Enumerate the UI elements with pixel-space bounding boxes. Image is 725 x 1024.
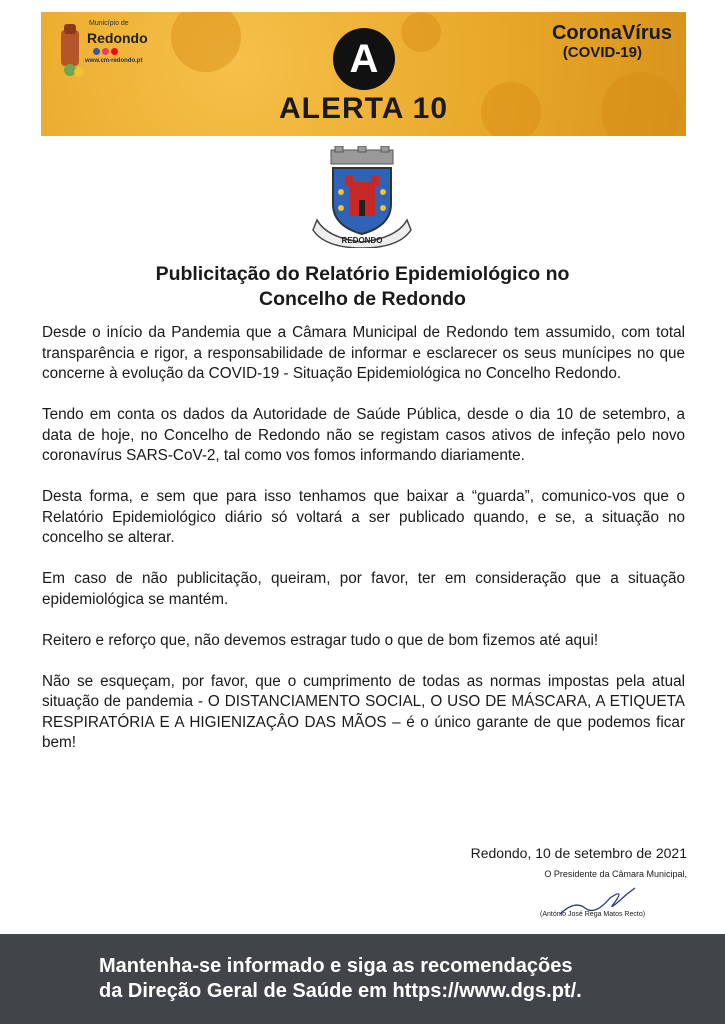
document-title <box>60 262 665 312</box>
document-title-line-1: Publicitação do Relatório Epidemiológico no <box>155 263 570 285</box>
redondo-coat-of-arms-icon <box>307 146 417 248</box>
corona-title: CoronaVírus <box>551 22 672 44</box>
municipality-url: www.cm-redondo.pt <box>85 58 143 64</box>
municipality-prefix: Município de <box>89 20 129 27</box>
alert-letter-badge: A <box>333 28 395 90</box>
paragraph: Desta forma, e sem que para isso tenhamos que baixar a “guarda”, comunico-vos que o Relatório Epidemiológico diário só voltará a ser publicado quando, e se, a situação no concelho se alterar. <box>42 488 685 546</box>
footer-line-2: da Direção Geral de Saúde em https://www.dgs.pt/. <box>99 980 582 1002</box>
facebook-icon <box>93 48 100 55</box>
crest-banner-text: REDONDO <box>341 236 383 245</box>
signer-name: (António José Rega Matos Recto) <box>540 911 646 918</box>
paragraph: Desde o início da Pandemia que a Câmara Municipal de Redondo tem assumido, com total transparência e rigor, a responsabilidade de informar e esclarecer os seus munícipes no que concerne à evolução da COVID-19 - Situação Epidemiológica no Concelho Redondo. <box>42 324 685 382</box>
social-icons <box>93 48 118 55</box>
instagram-icon <box>102 48 109 55</box>
document-date: Redondo, 10 de setembro de 2021 <box>470 845 687 861</box>
header-banner <box>41 12 686 136</box>
paragraph: Tendo em conta os dados da Autoridade de Saúde Pública, desde o dia 10 de setembro, a data de hoje, no Concelho de Redondo não se registam casos ativos de infeção pelo novo coronavírus SARS-CoV-2, tal como vos fomos informando diariamente. <box>42 406 685 464</box>
president-title: O Presidente da Câmara Municipal, <box>544 869 687 879</box>
virus-decoration <box>401 12 441 52</box>
document-title-line-2: Concelho de Redondo <box>259 288 466 310</box>
virus-decoration <box>171 12 241 72</box>
alert-title: ALERTA 10 <box>278 92 449 125</box>
footer-message <box>99 954 659 1004</box>
document-body <box>42 323 685 774</box>
footer-line-1: Mantenha-se informado e siga as recomendações <box>99 955 573 977</box>
municipality-name: Redondo <box>87 30 148 46</box>
paragraph: Em caso de não publicitação, queiram, por favor, ter em consideração que a situação epidemiológica se mantém. <box>42 570 685 608</box>
paragraph: Reitero e reforço que, não devemos estragar tudo o que de bom fizemos até aqui! <box>42 631 599 649</box>
corona-subtitle: (COVID-19) <box>562 44 642 61</box>
footer-banner <box>0 934 725 1024</box>
youtube-icon <box>111 48 118 55</box>
paragraph: Não se esqueçam, por favor, que o cumprimento de todas as normas impostas pela atual situação de pandemia - O DISTANCIAMENTO SOCIAL, O USO DE MÁSCARA, A ETIQUETA RESPIRATÓRIA E A HIGIENIZAÇÂO DAS MÃOS – é o único garante de que podemos ficar bem! <box>42 672 685 751</box>
